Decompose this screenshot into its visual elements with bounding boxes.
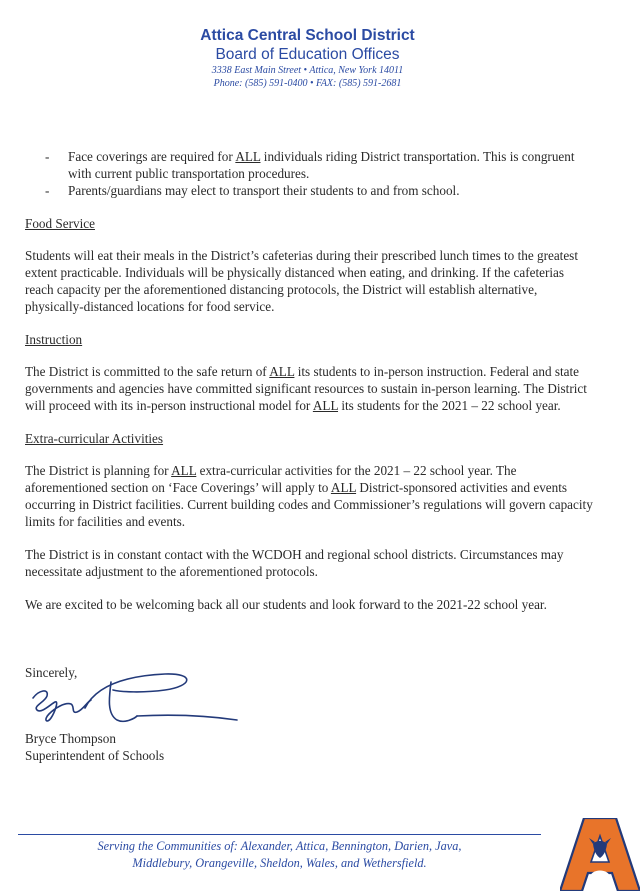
instruction-paragraph: The District is committed to the safe return of ALL its students to in-person instruction. Federal and state governments and agencies have committed significant resources to sustain in-person learning. The District will proceed with its in-person instructional model for ALL its students for the 2021 – 22 school year. (25, 364, 587, 413)
handwritten-signature (25, 668, 240, 728)
footer-line-1: Serving the Communities of: Alexander, Attica, Bennington, Darien, Java, (97, 839, 462, 853)
contact-line: Phone: (585) 591-0400 • FAX: (585) 591-2681 (213, 78, 402, 89)
address-line: 3338 East Main Street • Attica, New York 14011 (211, 65, 404, 76)
list-item: - Face coverings are required for ALL individuals riding District transportation. This is congruent with current public transportation procedures. (45, 149, 575, 181)
salutation: Sincerely, (25, 665, 78, 680)
letterhead (0, 26, 615, 90)
bullet-dash: - (45, 149, 50, 164)
emphasis-all: ALL (171, 463, 197, 478)
list-item: - Parents/guardians may elect to transport their students to and from school. (45, 183, 460, 198)
instruction-heading: Instruction (25, 332, 83, 347)
footer-divider (18, 834, 541, 835)
food-service-paragraph: Students will eat their meals in the District’s cafeterias during their prescribed lunch times to the greatest extent practicable. Individuals will be physically distanced when eating, and drinking. If the cafeterias reach capacity per the aforementioned distancing protocols, the District will establish alternative, physically-distanced locations for food service. (25, 248, 578, 314)
emphasis-all: ALL (330, 480, 357, 495)
footer-line-2: Middlebury, Orangeville, Sheldon, Wales, and Wethersfield. (132, 856, 427, 870)
emphasis-all: ALL (269, 364, 295, 379)
emphasis-all: ALL (235, 149, 261, 164)
footer (18, 838, 541, 872)
emphasis-all: ALL (312, 398, 339, 413)
district-name: Attica Central School District (200, 27, 415, 44)
contact-paragraph: The District is in constant contact with the WCDOH and regional school districts. Circumstances may necessitate adjustment to the aforementioned protocols. (25, 547, 564, 579)
food-service-heading: Food Service (25, 216, 95, 231)
signature-block (25, 730, 164, 764)
closing-paragraph: We are excited to be welcoming back all our students and look forward to the 2021-22 school year. (25, 597, 547, 612)
letter-body (25, 148, 595, 613)
extracurricular-paragraph: The District is planning for ALL extra-curricular activities for the 2021 – 22 school year. The aforementioned section on ‘Face Coverings’ will apply to ALL District-sponsored activities and events occurring in District facilities. Current building codes and Commissioner’s regulations will govern capacity limits for facilities and events. (25, 463, 593, 529)
extracurricular-heading: Extra-curricular Activities (25, 431, 164, 446)
offices-name: Board of Education Offices (215, 46, 400, 63)
transport-bullet-list (25, 148, 595, 199)
signer-title: Superintendent of Schools (25, 748, 165, 763)
district-a-logo (560, 818, 640, 891)
bullet-dash: - (45, 183, 50, 198)
signer-name: Bryce Thompson (25, 731, 116, 746)
